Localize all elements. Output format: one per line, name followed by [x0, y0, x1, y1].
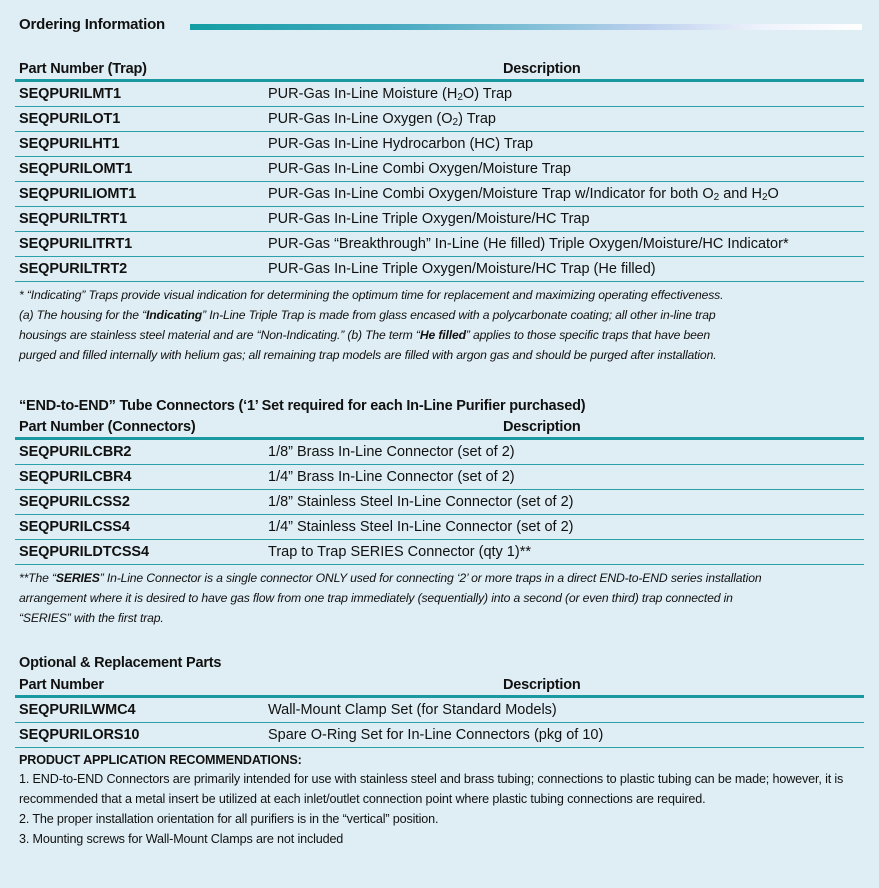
- description: Wall-Mount Clamp Set (for Standard Models): [268, 702, 557, 718]
- description: PUR-Gas In-Line Oxygen $(O_2)$ Trap: [268, 111, 496, 128]
- table-row: [15, 698, 864, 723]
- description: 1/8” Brass In-Line Connector (set of 2): [268, 444, 515, 460]
- recommendation-item: 1. END-to-END Connectors are primarily intended for use with stainless steel and brass tubing; connections to plastic tubing can be made; however, it is recommended that a metal insert be utilized at each inlet/outlet connection point where plastic tubing connections are required.: [19, 772, 844, 806]
- part-number: SEQPURILWMC4: [19, 702, 136, 718]
- part-number: SEQPURILTRT2: [19, 261, 128, 277]
- part-number: SEQPURILDTCSS4: [19, 544, 149, 560]
- recommendations-title: PRODUCT APPLICATION RECOMMENDATIONS:: [19, 753, 302, 767]
- column-header-part: Part Number (Trap): [19, 61, 147, 77]
- table-row: [15, 207, 864, 232]
- part-number: SEQPURILORS10: [19, 727, 140, 743]
- description: PUR-Gas In-Line Hydrocarbon (HC) Trap: [268, 136, 534, 152]
- table-row: [15, 157, 864, 182]
- part-number: SEQPURILITRT1: [19, 236, 133, 252]
- description: Spare O-Ring Set for In-Line Connectors (pkg of 10): [268, 727, 604, 743]
- table-header: [15, 420, 864, 440]
- table-row: [15, 465, 864, 490]
- description: 1/4” Brass In-Line Connector (set of 2): [268, 469, 515, 485]
- part-number: SEQPURILHT1: [19, 136, 120, 152]
- description: Trap to Trap SERIES Connector (qty 1)**: [268, 544, 531, 560]
- connectors-table: [15, 420, 864, 565]
- traps-table: [15, 62, 864, 282]
- traps-footnote: * “Indicating” Traps provide visual indication for determining the optimum time for replacement and maximizing operating effectiveness. (a) The housing for the “Indicating” In-Line Triple Trap is made from glass encased with a polycarbonate coating; all other in-line trap housings are stainless steel material and are “Non-Indicating.” (b) The term “He filled” applies to those specific traps that have been purged and filled internally with helium gas; all remaining trap models are filled with argon gas and should be purged after installation.: [19, 288, 724, 362]
- part-number: SEQPURILIOMT1: [19, 186, 137, 202]
- recommendation-item: 2. The proper installation orientation for all purifiers is in the “vertical” position.: [19, 812, 439, 826]
- part-number: SEQPURILMT1: [19, 86, 122, 102]
- column-header-part: Part Number: [19, 677, 104, 693]
- connectors-section-title: “END-to-END” Tube Connectors (‘1’ Set required for each In-Line Purifier purchased): [19, 398, 586, 414]
- description: PUR-Gas “Breakthrough” In-Line (He filled) Triple Oxygen/Moisture/HC Indicator*: [268, 236, 789, 252]
- part-number: SEQPURILCBR4: [19, 469, 132, 485]
- replacement-section-title: Optional & Replacement Parts: [19, 655, 222, 671]
- column-header-description: Description: [503, 61, 581, 77]
- column-header-description: Description: [503, 677, 581, 693]
- table-row: [15, 257, 864, 282]
- description: PUR-Gas In-Line Moisture $(H_2O)$ Trap: [268, 86, 513, 103]
- table-row: [15, 182, 864, 207]
- recommendation-item: 3. Mounting screws for Wall-Mount Clamps are not included: [19, 832, 344, 846]
- page-title: Ordering Information: [19, 15, 166, 33]
- replacement-table: [15, 678, 864, 748]
- part-number: SEQPURILTRT1: [19, 211, 128, 227]
- table-row: [15, 132, 864, 157]
- table-row: [15, 723, 864, 748]
- table-row: [15, 82, 864, 107]
- table-row: [15, 232, 864, 257]
- table-row: [15, 490, 864, 515]
- header: [19, 13, 869, 35]
- column-header-part: Part Number (Connectors): [19, 419, 196, 435]
- description: PUR-Gas In-Line Triple Oxygen/Moisture/HC Trap (He filled): [268, 261, 656, 277]
- part-number: SEQPURILCSS4: [19, 519, 130, 535]
- part-number: SEQPURILCBR2: [19, 444, 132, 460]
- description: PUR-Gas In-Line Combi Oxygen/Moisture Trap: [268, 161, 571, 177]
- part-number: SEQPURILOMT1: [19, 161, 133, 177]
- part-number: SEQPURILOT1: [19, 111, 121, 127]
- table-row: [15, 107, 864, 132]
- connectors-footnote: **The “SERIES” In-Line Connector is a single connector ONLY used for connecting ‘2’ or more traps in a direct END-to-END series installation arrangement where it is desired to have gas flow from one trap immediately (sequentially) into a second (or even third) trap connected in “SERIES” with the first trap.: [19, 571, 762, 625]
- title-gradient-bar: [190, 24, 862, 30]
- table-row: [15, 540, 864, 565]
- table-header: [15, 678, 864, 698]
- description: PUR-Gas In-Line Combi Oxygen/Moisture Trap w/Indicator for both $O_2$ and $H_2O$: [268, 186, 779, 203]
- description: PUR-Gas In-Line Triple Oxygen/Moisture/HC Trap: [268, 211, 590, 227]
- part-number: SEQPURILCSS2: [19, 494, 130, 510]
- description: 1/4” Stainless Steel In-Line Connector (set of 2): [268, 519, 574, 535]
- table-row: [15, 440, 864, 465]
- table-header: [15, 62, 864, 82]
- column-header-description: Description: [503, 419, 581, 435]
- description: 1/8” Stainless Steel In-Line Connector (set of 2): [268, 494, 574, 510]
- table-row: [15, 515, 864, 540]
- product-application-recommendations: [19, 751, 869, 849]
